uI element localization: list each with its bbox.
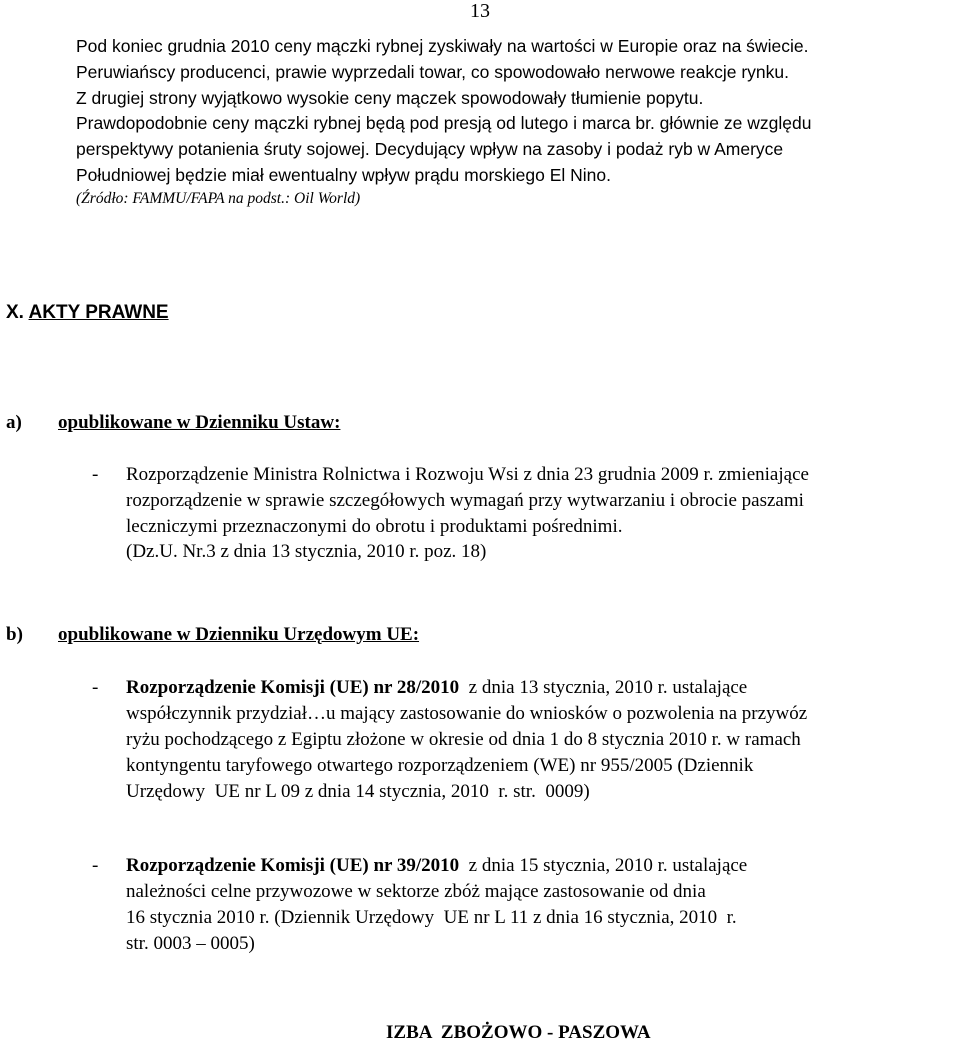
section-b-item-2-line-4: str. 0003 – 0005) xyxy=(126,933,255,954)
section-a-item-1-line-4: (Dz.U. Nr.3 z dnia 13 stycznia, 2010 r. poz. 18) xyxy=(126,541,487,562)
section-b-item-1-lead xyxy=(126,677,747,699)
intro-line-4: Prawdopodobnie ceny mączki rybnej będą pod presją od lutego i marca br. głównie ze względu xyxy=(76,113,812,133)
section-b-item-1-line-3: ryżu pochodzącego z Egiptu złożone w okresie od dnia 1 do 8 stycznia 2010 r. w ramach xyxy=(126,729,801,750)
section-b-item-2-dash: - xyxy=(92,855,99,876)
section-b-item-2-regulation: Rozporządzenie Komisji (UE) nr 39/2010 xyxy=(126,855,460,876)
section-a-item-1-dash: - xyxy=(92,464,99,485)
source-suffix: ) xyxy=(355,190,361,207)
section-x-heading xyxy=(6,302,169,324)
section-b-item-2-line-2: należności celne przywozowe w sektorze zbóż mające zastosowanie od dnia xyxy=(126,881,706,902)
intro-line-6: Południowej będzie miał ewentualny wpływ prądu morskiego El Nino. xyxy=(76,165,611,185)
intro-line-5: perspektywy potanienia śruty sojowej. Decydujący wpływ na zasoby i podaż ryb w Ameryce xyxy=(76,139,784,159)
intro-line-1: Pod koniec grudnia 2010 ceny mączki rybnej zyskiwały na wartości w Europie oraz na świecie. xyxy=(76,36,809,56)
section-b-item-1-line-5: Urzędowy UE nr L 09 z dnia 14 stycznia, 2010 r. str. 0009) xyxy=(126,781,590,802)
section-a-item-1-line-3: leczniczymi przeznaczonymi do obrotu i produktami pośrednimi. xyxy=(126,516,623,537)
section-a-item-1-line-1: Rozporządzenie Ministra Rolnictwa i Rozwoju Wsi z dnia 23 grudnia 2009 r. zmieniające xyxy=(126,464,809,485)
section-b-item-1-lead-rest: z dnia 13 stycznia, 2010 r. ustalające xyxy=(459,677,748,698)
section-a-item-1-line-2: rozporządzenie w sprawie szczegółowych wymagań przy wytwarzaniu i obrocie paszami xyxy=(126,490,804,511)
section-x-number: X. xyxy=(6,302,29,323)
section-b-item-1-regulation: Rozporządzenie Komisji (UE) nr 28/2010 xyxy=(126,677,460,698)
section-a-marker: a) xyxy=(6,412,22,433)
section-b-item-2-lead-rest: z dnia 15 stycznia, 2010 r. ustalające xyxy=(459,855,748,876)
source-citation xyxy=(76,190,360,208)
section-b-item-1-line-2: współczynnik przydział…u mający zastosowanie do wniosków o pozwolenia na przywóz xyxy=(126,703,808,724)
source-prefix: (Źródło: FAMMU/FAPA na podst.: xyxy=(76,190,295,207)
footer-heading: IZBA ZBOŻOWO - PASZOWA xyxy=(386,1022,651,1043)
section-b-item-2-lead xyxy=(126,855,747,877)
section-b-marker: b) xyxy=(6,624,23,645)
section-a-title: opublikowane w Dzienniku Ustaw: xyxy=(58,412,341,433)
section-b-item-2-line-3: 16 stycznia 2010 r. (Dziennik Urzędowy UE nr L 11 z dnia 16 stycznia, 2010 r. xyxy=(126,907,737,928)
section-b-title: opublikowane w Dzienniku Urzędowym UE: xyxy=(58,624,420,645)
source-name: Oil World xyxy=(294,190,356,207)
intro-line-2: Peruwiańscy producenci, prawie wyprzedali towar, co spowodowało nerwowe reakcje rynku. xyxy=(76,62,789,82)
intro-line-3: Z drugiej strony wyjątkowo wysokie ceny mączek spowodowały tłumienie popytu. xyxy=(76,88,704,108)
section-b-item-1-dash: - xyxy=(92,677,99,698)
section-b-item-1-line-4: kontyngentu taryfowego otwartego rozporządzeniem (WE) nr 955/2005 (Dziennik xyxy=(126,755,754,776)
page-number: 13 xyxy=(470,0,490,22)
section-x-title: AKTY PRAWNE xyxy=(28,302,169,323)
